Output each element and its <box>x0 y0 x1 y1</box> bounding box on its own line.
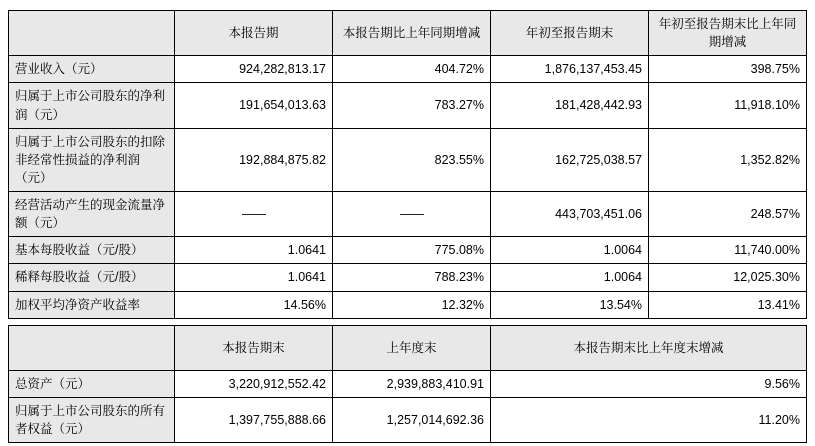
cell-value: 1,352.82% <box>649 128 807 191</box>
cell-value: 192,884,875.82 <box>175 128 333 191</box>
page-top-margin <box>0 0 815 8</box>
cell-value: 11,918.10% <box>649 83 807 128</box>
cell-value: —— <box>333 192 491 237</box>
column-header-current-period: 本报告期 <box>175 11 333 56</box>
row-label: 经营活动产生的现金流量净额（元） <box>9 192 175 237</box>
column-header-ytd-yoy: 年初至报告期末比上年同期增减 <box>649 11 807 56</box>
table-header-row <box>9 11 807 56</box>
row-label: 总资产（元） <box>9 370 175 397</box>
row-label: 归属于上市公司股东的扣除非经常性损益的净利润（元） <box>9 128 175 191</box>
row-label: 加权平均净资产收益率 <box>9 291 175 318</box>
table-row <box>9 264 807 291</box>
cell-value: 13.54% <box>491 291 649 318</box>
cell-value: 162,725,038.57 <box>491 128 649 191</box>
cell-value: —— <box>175 192 333 237</box>
table-row <box>9 237 807 264</box>
cell-value: 3,220,912,552.42 <box>175 370 333 397</box>
cell-value: 12,025.30% <box>649 264 807 291</box>
cell-value: 181,428,442.93 <box>491 83 649 128</box>
cell-value: 9.56% <box>491 370 807 397</box>
column-header-current-period-yoy: 本报告期比上年同期增减 <box>333 11 491 56</box>
cell-value: 11.20% <box>491 397 807 442</box>
cell-value: 443,703,451.06 <box>491 192 649 237</box>
cell-value: 1,876,137,453.45 <box>491 56 649 83</box>
cell-value: 13.41% <box>649 291 807 318</box>
column-header-blank <box>9 325 175 370</box>
cell-value: 1.0641 <box>175 237 333 264</box>
row-label: 稀释每股收益（元/股） <box>9 264 175 291</box>
column-header-period-end-change: 本报告期末比上年度末增减 <box>491 325 807 370</box>
row-label: 归属于上市公司股东的所有者权益（元） <box>9 397 175 442</box>
cell-value: 823.55% <box>333 128 491 191</box>
balance-summary-table <box>8 325 807 443</box>
row-label: 归属于上市公司股东的净利润（元） <box>9 83 175 128</box>
cell-value: 788.23% <box>333 264 491 291</box>
cell-value: 2,939,883,410.91 <box>333 370 491 397</box>
cell-value: 1.0064 <box>491 264 649 291</box>
cell-value: 1,397,755,888.66 <box>175 397 333 442</box>
cell-value: 775.08% <box>333 237 491 264</box>
cell-value: 11,740.00% <box>649 237 807 264</box>
cell-value: 12.32% <box>333 291 491 318</box>
table-row <box>9 370 807 397</box>
row-label: 营业收入（元） <box>9 56 175 83</box>
table-row <box>9 192 807 237</box>
table-row <box>9 291 807 318</box>
column-header-blank <box>9 11 175 56</box>
table-row <box>9 397 807 442</box>
cell-value: 1.0064 <box>491 237 649 264</box>
cell-value: 191,654,013.63 <box>175 83 333 128</box>
column-header-ytd: 年初至报告期末 <box>491 11 649 56</box>
cell-value: 248.57% <box>649 192 807 237</box>
column-header-period-end: 本报告期末 <box>175 325 333 370</box>
financial-summary-table <box>8 10 807 319</box>
cell-value: 783.27% <box>333 83 491 128</box>
cell-value: 1.0641 <box>175 264 333 291</box>
cell-value: 1,257,014,692.36 <box>333 397 491 442</box>
cell-value: 398.75% <box>649 56 807 83</box>
cell-value: 924,282,813.17 <box>175 56 333 83</box>
cell-value: 404.72% <box>333 56 491 83</box>
table-header-row <box>9 325 807 370</box>
column-header-prior-year-end: 上年度末 <box>333 325 491 370</box>
row-label: 基本每股收益（元/股） <box>9 237 175 264</box>
table-row <box>9 56 807 83</box>
table-row <box>9 128 807 191</box>
table-row <box>9 83 807 128</box>
cell-value: 14.56% <box>175 291 333 318</box>
